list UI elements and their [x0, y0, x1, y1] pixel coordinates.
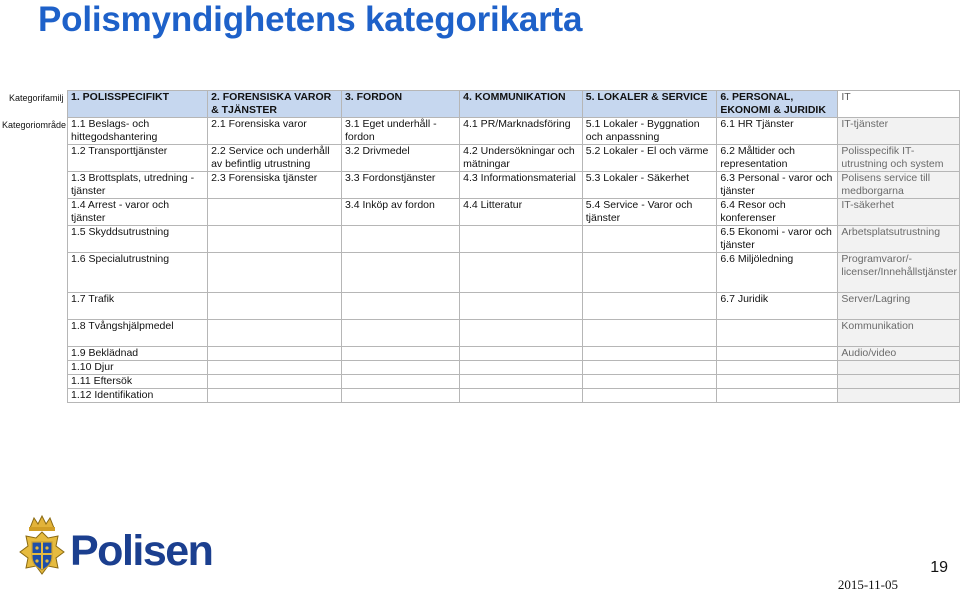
category-cell: 1.6 Specialutrustning — [68, 253, 208, 293]
row-label-family: Kategorifamilj — [9, 93, 64, 103]
category-cell — [582, 293, 717, 320]
category-cell: 4.1 PR/Marknadsföring — [460, 118, 583, 145]
category-cell: 2.1 Forensiska varor — [208, 118, 342, 145]
family-header: 1. POLISSPECIFIKT — [68, 91, 208, 118]
category-cell — [460, 361, 583, 375]
table-row — [68, 226, 960, 253]
category-cell — [838, 361, 960, 375]
category-table — [67, 90, 960, 403]
category-cell: 2.3 Forensiska tjänster — [208, 172, 342, 199]
category-cell — [838, 375, 960, 389]
row-label-area: Kategoriområde — [2, 120, 67, 130]
category-cell — [460, 293, 583, 320]
category-cell: Kommunikation — [838, 320, 960, 347]
category-cell: 1.2 Transporttjänster — [68, 145, 208, 172]
category-cell: 1.10 Djur — [68, 361, 208, 375]
category-cell — [717, 389, 838, 403]
category-cell: 4.3 Informationsmaterial — [460, 172, 583, 199]
category-cell — [460, 320, 583, 347]
category-cell: 1.3 Brottsplats, utredning - tjänster — [68, 172, 208, 199]
table-row — [68, 199, 960, 226]
category-cell — [717, 375, 838, 389]
category-cell — [208, 226, 342, 253]
category-cell: Audio/video — [838, 347, 960, 361]
category-cell: 6.3 Personal - varor och tjänster — [717, 172, 838, 199]
page-number: 19 — [930, 559, 948, 576]
category-cell: 1.9 Beklädnad — [68, 347, 208, 361]
category-cell: 6.2 Måltider och representation — [717, 145, 838, 172]
table-row — [68, 145, 960, 172]
category-cell — [582, 389, 717, 403]
category-cell — [341, 293, 459, 320]
table-row — [68, 253, 960, 293]
category-cell: 2.2 Service och underhåll av befintlig utrustning — [208, 145, 342, 172]
category-cell: 1.7 Trafik — [68, 293, 208, 320]
category-cell — [582, 253, 717, 293]
table-row — [68, 375, 960, 389]
category-cell — [208, 320, 342, 347]
page-title: Polismyndighetens kategorikarta — [38, 0, 583, 39]
category-cell — [341, 253, 459, 293]
category-cell: IT-säkerhet — [838, 199, 960, 226]
category-cell: 6.7 Juridik — [717, 293, 838, 320]
logo-text: Polisen — [70, 527, 213, 575]
date: 2015-11-05 — [837, 577, 898, 592]
category-cell: 6.4 Resor och konferenser — [717, 199, 838, 226]
header-row — [68, 91, 960, 118]
family-header: 3. FORDON — [341, 91, 459, 118]
category-cell — [717, 361, 838, 375]
category-cell — [341, 320, 459, 347]
category-cell: IT-tjänster — [838, 118, 960, 145]
family-header: 5. LOKALER & SERVICE — [582, 91, 717, 118]
table-row — [68, 361, 960, 375]
category-cell: 6.5 Ekonomi - varor och tjänster — [717, 226, 838, 253]
category-cell: 1.4 Arrest - varor och tjänster — [68, 199, 208, 226]
category-cell — [208, 361, 342, 375]
category-cell — [582, 347, 717, 361]
category-cell — [341, 375, 459, 389]
category-cell: Programvaror/-licenser/Innehållstjänster — [838, 253, 960, 293]
category-cell — [582, 361, 717, 375]
family-header: IT — [838, 91, 960, 118]
category-cell — [582, 320, 717, 347]
category-cell — [582, 226, 717, 253]
category-cell: 3.1 Eget underhåll - fordon — [341, 118, 459, 145]
category-cell: 5.4 Service - Varor och tjänster — [582, 199, 717, 226]
category-cell — [208, 389, 342, 403]
category-cell — [341, 389, 459, 403]
category-cell — [208, 347, 342, 361]
category-cell: 4.2 Undersökningar och mätningar — [460, 145, 583, 172]
category-cell — [582, 375, 717, 389]
category-cell — [460, 253, 583, 293]
category-cell: Polisens service till medborgarna — [838, 172, 960, 199]
family-header: 2. FORENSISKA VAROR & TJÄNSTER — [208, 91, 342, 118]
category-cell: 6.6 Miljöledning — [717, 253, 838, 293]
category-cell — [208, 199, 342, 226]
category-cell: 1.5 Skyddsutrustning — [68, 226, 208, 253]
table-row — [68, 320, 960, 347]
category-cell — [208, 253, 342, 293]
family-header: 4. KOMMUNIKATION — [460, 91, 583, 118]
category-cell — [208, 375, 342, 389]
category-cell — [717, 320, 838, 347]
table-row — [68, 347, 960, 361]
category-cell — [460, 389, 583, 403]
category-cell: 3.4 Inköp av fordon — [341, 199, 459, 226]
family-header: 6. PERSONAL, EKONOMI & JURIDIK — [717, 91, 838, 118]
category-cell: 4.4 Litteratur — [460, 199, 583, 226]
category-cell — [341, 361, 459, 375]
category-cell: 1.11 Eftersök — [68, 375, 208, 389]
category-cell — [460, 226, 583, 253]
category-cell: 1.12 Identifikation — [68, 389, 208, 403]
category-cell — [460, 375, 583, 389]
table-row — [68, 293, 960, 320]
category-cell — [717, 347, 838, 361]
category-cell: Server/Lagring — [838, 293, 960, 320]
category-cell — [838, 389, 960, 403]
category-cell — [208, 293, 342, 320]
category-cell: Arbetsplatsutrustning — [838, 226, 960, 253]
category-cell: 6.1 HR Tjänster — [717, 118, 838, 145]
table-row — [68, 118, 960, 145]
category-cell — [341, 226, 459, 253]
category-cell: 1.1 Beslags- och hittegodshantering — [68, 118, 208, 145]
category-cell: 3.2 Drivmedel — [341, 145, 459, 172]
category-cell: Polisspecifik IT-utrustning och system — [838, 145, 960, 172]
table-row — [68, 389, 960, 403]
category-cell: 1.8 Tvångshjälpmedel — [68, 320, 208, 347]
category-cell — [341, 347, 459, 361]
category-cell: 5.2 Lokaler - El och värme — [582, 145, 717, 172]
category-cell: 5.3 Lokaler - Säkerhet — [582, 172, 717, 199]
category-cell: 3.3 Fordonstjänster — [341, 172, 459, 199]
category-cell — [460, 347, 583, 361]
table-row — [68, 172, 960, 199]
category-cell: 5.1 Lokaler - Byggnation och anpassning — [582, 118, 717, 145]
